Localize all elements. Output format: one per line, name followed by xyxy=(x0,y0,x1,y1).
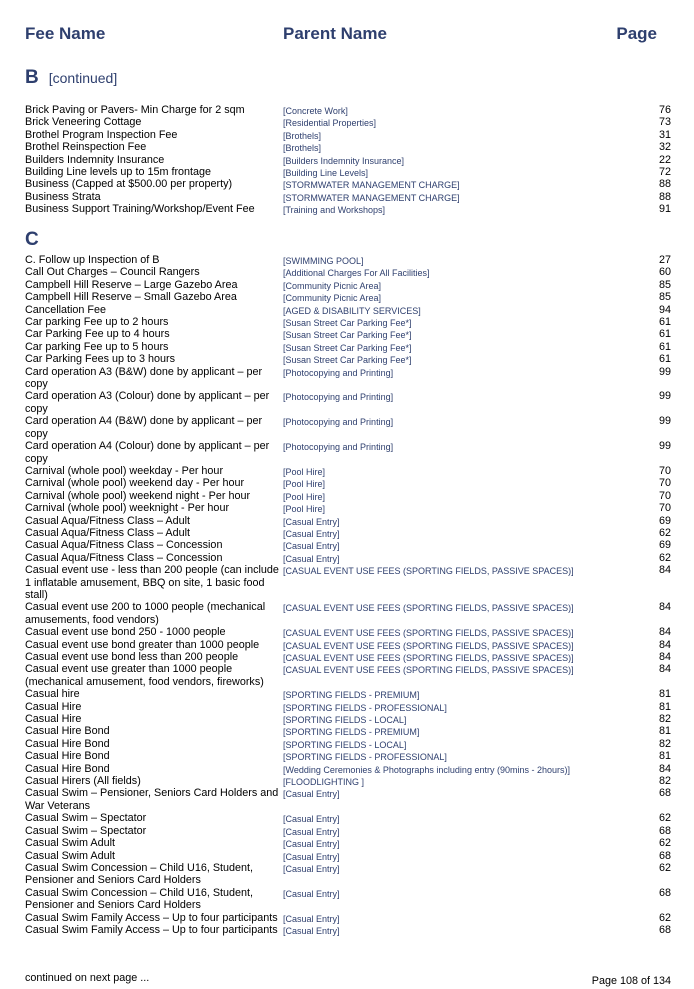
page-number-cell: 62 xyxy=(658,551,671,564)
parent-name: [Brothels] xyxy=(283,130,322,141)
page-number-cell: 73 xyxy=(658,116,671,129)
parent-name: [Residential Properties] xyxy=(283,118,377,129)
parent-name: [STORMWATER MANAGEMENT CHARGE] xyxy=(283,192,460,203)
fee-name: Brick Paving or Pavers- Min Charge for 2 sqm xyxy=(25,104,245,116)
parent-name: [SPORTING FIELDS - PROFESSIONAL] xyxy=(283,702,447,713)
fee-name: Casual Hire Bond xyxy=(25,750,110,763)
table-row xyxy=(0,341,694,353)
parent-name: [Concrete Work] xyxy=(283,106,348,116)
table-row xyxy=(0,166,694,178)
table-row xyxy=(0,912,694,924)
fee-name: Card operation A3 (B&W) done by applicant – per copy xyxy=(25,365,263,391)
fee-name: Campbell Hill Reserve – Large Gazebo Area xyxy=(25,278,238,291)
table-row xyxy=(0,366,694,391)
parent-name: [Casual Entry] xyxy=(283,851,340,862)
fee-name: Brick Veneering Cottage xyxy=(25,116,142,129)
parent-name: [CASUAL EVENT USE FEES (SPORTING FIELDS, PASSIVE SPACES)] xyxy=(283,665,574,676)
page-number-cell: 70 xyxy=(658,477,671,490)
table-row xyxy=(0,663,694,688)
section-letter: B xyxy=(25,67,39,88)
parent-name: [Susan Street Car Parking Fee*] xyxy=(283,342,412,353)
fee-name: Casual Swim Concession – Child U16, Student, Pensioner and Seniors Card Holders xyxy=(25,886,254,912)
parent-name: [Wedding Ceremonies & Photographs including entry (90mins - 2hours)] xyxy=(283,764,570,775)
page-number-cell: 81 xyxy=(658,725,671,738)
page-number-cell: 99 xyxy=(658,390,671,403)
table-row xyxy=(0,353,694,365)
table-row xyxy=(0,254,694,266)
table-row xyxy=(0,601,694,626)
table-row xyxy=(0,527,694,539)
page-number-cell: 68 xyxy=(658,923,671,936)
fee-name: Business Strata xyxy=(25,190,101,203)
parent-name: [Photocopying and Printing] xyxy=(283,417,394,428)
page-number-cell: 61 xyxy=(658,340,671,353)
page-number-cell: 84 xyxy=(658,638,671,651)
parent-name: [Casual Entry] xyxy=(283,888,340,899)
page-number-cell: 84 xyxy=(658,564,671,577)
fee-name: Casual Swim Family Access – Up to four participants xyxy=(25,923,278,936)
parent-name: [Casual Entry] xyxy=(283,553,340,564)
table-row xyxy=(0,713,694,725)
parent-name: [Casual Entry] xyxy=(283,863,340,874)
table-row xyxy=(0,887,694,912)
fee-name: Casual Swim Concession – Child U16, Student, Pensioner and Seniors Card Holders xyxy=(25,861,254,887)
parent-name: [Builders Indemnity Insurance] xyxy=(283,155,405,166)
parent-name: [Casual Entry] xyxy=(283,516,340,527)
table-row xyxy=(0,178,694,190)
fee-name: Casual Aqua/Fitness Class – Adult xyxy=(25,514,191,527)
parent-name: [CASUAL EVENT USE FEES (SPORTING FIELDS, PASSIVE SPACES)] xyxy=(283,603,574,614)
page-number-cell: 69 xyxy=(658,539,671,552)
page-number-cell: 61 xyxy=(658,316,671,329)
table-row xyxy=(0,154,694,166)
fee-name: Brothel Program Inspection Fee xyxy=(25,128,178,141)
page-number-cell: 84 xyxy=(658,663,671,676)
page-number-cell: 72 xyxy=(658,166,671,179)
parent-name: [Casual Entry] xyxy=(283,541,340,552)
table-row xyxy=(0,490,694,502)
page-number-cell: 62 xyxy=(658,837,671,850)
page-number-cell: 60 xyxy=(658,266,671,279)
page-number-cell: 76 xyxy=(658,104,671,116)
page-number-cell: 84 xyxy=(658,626,671,639)
fee-name: Campbell Hill Reserve – Small Gazebo Area xyxy=(25,291,237,304)
table-row xyxy=(0,763,694,775)
page-number-cell: 91 xyxy=(658,203,671,216)
fee-name: Casual Hire xyxy=(25,713,82,726)
fee-name: Carnival (whole pool) weekend night - Per hour xyxy=(25,489,251,502)
fee-name: Casual Swim Adult xyxy=(25,837,116,850)
page-number-cell: 82 xyxy=(658,775,671,788)
fee-name: Casual Swim Family Access – Up to four participants xyxy=(25,911,278,924)
parent-name: [Susan Street Car Parking Fee*] xyxy=(283,355,412,366)
fee-name: Casual event use greater than 1000 people (mechanical amusement, food vendors, fireworks) xyxy=(25,663,264,688)
table-row xyxy=(0,191,694,203)
page-number-cell: 84 xyxy=(658,651,671,663)
fee-name: Casual Swim – Pensioner, Seniors Card Holders and War Veterans xyxy=(25,787,279,812)
page-number-cell: 68 xyxy=(658,824,671,837)
fee-name: Casual Aqua/Fitness Class – Concession xyxy=(25,551,223,564)
fee-name: Casual event use bond greater than 1000 people xyxy=(25,638,260,651)
page-number-cell: 85 xyxy=(658,278,671,291)
fee-name: Building Line levels up to 15m frontage xyxy=(25,166,212,179)
parent-name: [Photocopying and Printing] xyxy=(283,367,394,378)
fee-name: C. Follow up Inspection of B xyxy=(25,254,160,266)
fee-name: Casual Hire Bond xyxy=(25,737,110,750)
fee-name: Brothel Reinspection Fee xyxy=(25,141,147,154)
fee-name: Builders Indemnity Insurance xyxy=(25,153,165,166)
parent-name: [SWIMMING POOL] xyxy=(283,256,364,266)
fee-name: Casual hire xyxy=(25,688,80,701)
table-row xyxy=(0,390,694,415)
table-row xyxy=(0,328,694,340)
table-row xyxy=(0,725,694,737)
page-number-cell: 68 xyxy=(658,787,671,800)
table-row xyxy=(0,266,694,278)
fee-name: Casual Hirers (All fields) xyxy=(25,775,141,788)
parent-name: [Pool Hire] xyxy=(283,504,326,515)
section-letter: C xyxy=(25,229,39,250)
page-number-cell: 82 xyxy=(658,713,671,726)
section-c-list xyxy=(0,254,694,936)
fee-name: Carnival (whole pool) weekend day - Per hour xyxy=(25,477,245,490)
table-row xyxy=(0,539,694,551)
table-row xyxy=(0,787,694,812)
parent-name: [SPORTING FIELDS - PREMIUM] xyxy=(283,727,420,738)
page-number: Page 108 of 134 xyxy=(591,975,671,987)
fee-name: Car Parking Fee up to 4 hours xyxy=(25,328,170,341)
page-number-cell: 68 xyxy=(658,886,671,899)
continued-note: continued on next page ... xyxy=(25,972,150,984)
table-row xyxy=(0,825,694,837)
parent-name: [CASUAL EVENT USE FEES (SPORTING FIELDS, PASSIVE SPACES)] xyxy=(283,653,574,663)
parent-name: [Community Picnic Area] xyxy=(283,293,382,304)
parent-name: [Photocopying and Printing] xyxy=(283,442,394,453)
parent-name: [CASUAL EVENT USE FEES (SPORTING FIELDS, PASSIVE SPACES)] xyxy=(283,628,574,639)
fee-name: Casual Aqua/Fitness Class – Concession xyxy=(25,539,223,552)
page-number-cell: 61 xyxy=(658,353,671,366)
fee-name: Casual Swim – Spectator xyxy=(25,824,147,837)
table-row xyxy=(0,775,694,787)
table-row xyxy=(0,104,694,116)
page-header: Page xyxy=(616,24,657,43)
parent-name: [Casual Entry] xyxy=(283,826,340,837)
page-number-cell: 88 xyxy=(658,178,671,191)
table-row xyxy=(0,626,694,638)
table-row xyxy=(0,291,694,303)
table-row xyxy=(0,750,694,762)
fee-name: Casual event use bond 250 - 1000 people xyxy=(25,626,226,639)
fee-name: Card operation A4 (B&W) done by applicant – per copy xyxy=(25,415,263,440)
fee-name: Call Out Charges – Council Rangers xyxy=(25,266,200,279)
page-number-cell: 84 xyxy=(658,601,671,614)
fee-name: Casual Hire xyxy=(25,700,82,713)
table-row xyxy=(0,203,694,215)
page-number-cell: 61 xyxy=(658,328,671,341)
fee-name: Business Support Training/Workshop/Event Fee xyxy=(25,203,255,216)
parent-name: [Casual Entry] xyxy=(283,913,340,924)
table-row xyxy=(0,316,694,328)
fee-name: Card operation A4 (Colour) done by applicant – per copy xyxy=(25,440,270,465)
parent-name: [CASUAL EVENT USE FEES (SPORTING FIELDS, PASSIVE SPACES)] xyxy=(283,640,574,651)
table-row xyxy=(0,502,694,514)
column-header xyxy=(0,24,694,46)
fee-name: Business (Capped at $500.00 per property) xyxy=(25,178,233,191)
parent-name: [Casual Entry] xyxy=(283,528,340,539)
parent-name: [SPORTING FIELDS - PREMIUM] xyxy=(283,690,420,701)
fee-name: Casual Aqua/Fitness Class – Adult xyxy=(25,526,191,539)
parent-name: [Photocopying and Printing] xyxy=(283,392,394,403)
table-row xyxy=(0,639,694,651)
parent-name: [SPORTING FIELDS - LOCAL] xyxy=(283,715,407,726)
page-number-cell: 70 xyxy=(658,502,671,515)
parent-name: [Pool Hire] xyxy=(283,466,326,477)
fee-name: Casual event use - less than 200 people (can include 1 inflatable amusement, BBQ on site, 1 basic food stall) xyxy=(25,564,279,601)
section-heading-b xyxy=(25,67,117,89)
page-number-cell: 99 xyxy=(658,415,671,428)
parent-name: [Susan Street Car Parking Fee*] xyxy=(283,330,412,341)
page-number-cell: 22 xyxy=(658,153,671,166)
table-row xyxy=(0,564,694,601)
parent-name: [STORMWATER MANAGEMENT CHARGE] xyxy=(283,180,460,191)
table-row xyxy=(0,862,694,887)
page-number-cell: 70 xyxy=(658,489,671,502)
table-row xyxy=(0,515,694,527)
page-number-cell: 85 xyxy=(658,291,671,304)
page-number-cell: 81 xyxy=(658,750,671,763)
fee-name: Cancellation Fee xyxy=(25,303,107,316)
table-row xyxy=(0,116,694,128)
parent-name: [FLOODLIGHTING ] xyxy=(283,777,365,788)
parent-name: [Casual Entry] xyxy=(283,814,340,825)
parent-name-header: Parent Name xyxy=(283,24,387,43)
page-number-cell: 31 xyxy=(658,128,671,141)
page-number-cell: 62 xyxy=(658,812,671,825)
table-row xyxy=(0,465,694,477)
fee-name: Casual Hire Bond xyxy=(25,725,110,738)
table-row xyxy=(0,552,694,564)
page-number-cell: 94 xyxy=(658,303,671,316)
table-row xyxy=(0,141,694,153)
parent-name: [Brothels] xyxy=(283,143,322,154)
table-row xyxy=(0,279,694,291)
page-number-cell: 69 xyxy=(658,514,671,527)
fee-name: Car parking Fee up to 5 hours xyxy=(25,340,169,353)
fee-name: Card operation A3 (Colour) done by applicant – per copy xyxy=(25,390,270,415)
page-number-cell: 62 xyxy=(658,861,671,874)
table-row xyxy=(0,129,694,141)
fee-name-header: Fee Name xyxy=(25,24,106,43)
fee-name: Casual Hire Bond xyxy=(25,762,110,775)
fee-name: Car parking Fee up to 2 hours xyxy=(25,316,169,329)
parent-name: [Pool Hire] xyxy=(283,491,326,502)
parent-name: [AGED & DISABILITY SERVICES] xyxy=(283,305,421,316)
page-number-cell: 99 xyxy=(658,440,671,453)
parent-name: [SPORTING FIELDS - LOCAL] xyxy=(283,739,407,750)
parent-name: [Casual Entry] xyxy=(283,925,340,936)
fee-name: Casual event use 200 to 1000 people (mechanical amusements, food vendors) xyxy=(25,601,266,626)
table-row xyxy=(0,477,694,489)
section-b-list xyxy=(0,104,694,216)
table-row xyxy=(0,850,694,862)
table-row xyxy=(0,837,694,849)
page-number-cell: 99 xyxy=(658,365,671,378)
page-number-cell: 68 xyxy=(658,849,671,862)
fee-name: Carnival (whole pool) weekday - Per hour xyxy=(25,464,224,477)
table-row xyxy=(0,304,694,316)
section-continued-label: [continued] xyxy=(48,70,118,86)
page-number-cell: 27 xyxy=(658,254,671,266)
page-number-cell: 62 xyxy=(658,911,671,924)
page-number-cell: 62 xyxy=(658,526,671,539)
page-number-cell: 82 xyxy=(658,737,671,750)
fee-name: Car Parking Fees up to 3 hours xyxy=(25,353,176,366)
parent-name: [Casual Entry] xyxy=(283,839,340,850)
table-row xyxy=(0,924,694,936)
parent-name: [Additional Charges For All Facilities] xyxy=(283,268,430,279)
parent-name: [Pool Hire] xyxy=(283,479,326,490)
parent-name: [SPORTING FIELDS - PROFESSIONAL] xyxy=(283,752,447,763)
parent-name: [CASUAL EVENT USE FEES (SPORTING FIELDS, PASSIVE SPACES)] xyxy=(283,566,574,577)
fee-name: Casual event use bond less than 200 people xyxy=(25,651,239,663)
table-row xyxy=(0,738,694,750)
fee-name: Carnival (whole pool) weeknight - Per hour xyxy=(25,502,230,515)
table-row xyxy=(0,688,694,700)
parent-name: [Casual Entry] xyxy=(283,789,340,800)
table-row xyxy=(0,651,694,663)
parent-name: [Community Picnic Area] xyxy=(283,280,382,291)
page-number-cell: 84 xyxy=(658,762,671,775)
table-row xyxy=(0,701,694,713)
page-number-cell: 81 xyxy=(658,700,671,713)
table-row xyxy=(0,415,694,440)
page-number-cell: 81 xyxy=(658,688,671,701)
parent-name: [Building Line Levels] xyxy=(283,168,369,179)
page-number-cell: 32 xyxy=(658,141,671,154)
table-row xyxy=(0,440,694,465)
parent-name: [Susan Street Car Parking Fee*] xyxy=(283,318,412,329)
section-heading-c xyxy=(25,229,39,251)
page-number-cell: 88 xyxy=(658,190,671,203)
fee-name: Casual Swim – Spectator xyxy=(25,812,147,825)
parent-name: [Training and Workshops] xyxy=(283,205,386,216)
fee-name: Casual Swim Adult xyxy=(25,849,116,862)
table-row xyxy=(0,812,694,824)
page-number-cell: 70 xyxy=(658,464,671,477)
